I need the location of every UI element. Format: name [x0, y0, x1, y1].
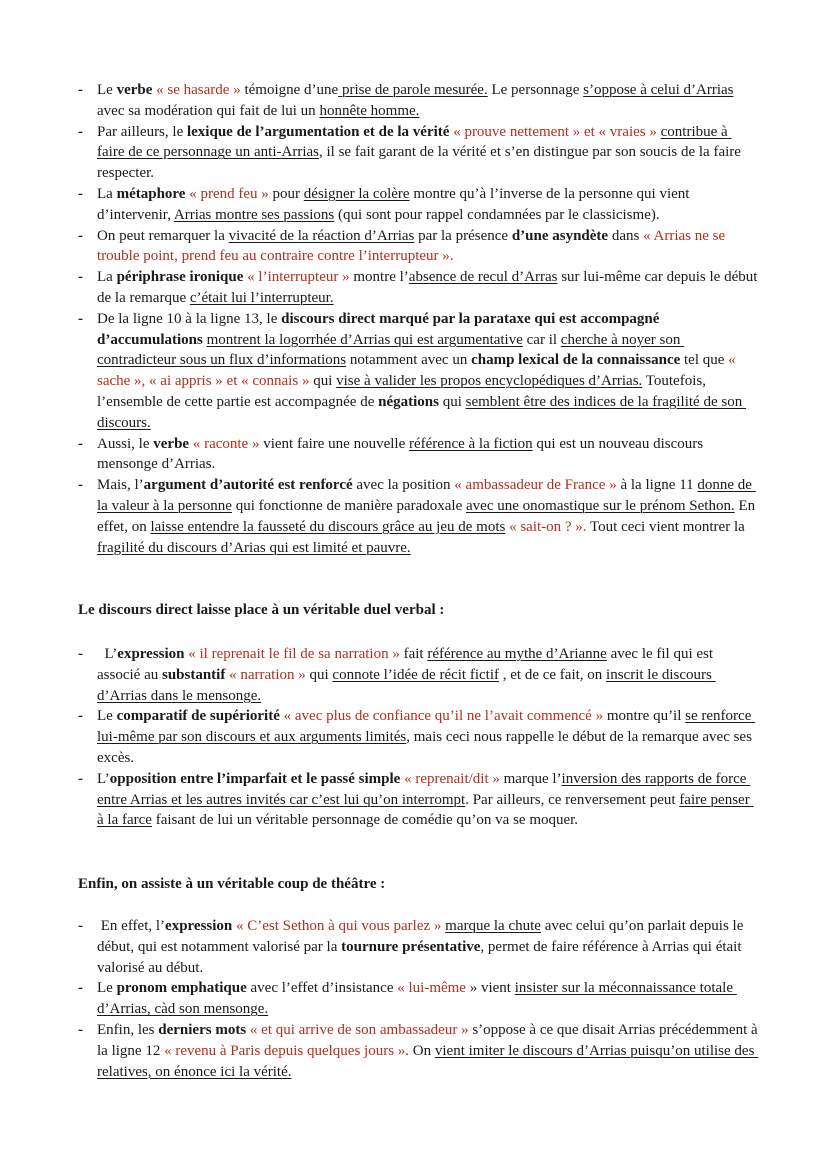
body-text: à la ligne 11 [616, 477, 698, 494]
bullet-item [0, 706, 828, 768]
bullet-dash: - [78, 477, 83, 494]
bullet-item [0, 184, 828, 226]
quote-text: « narration » [229, 666, 306, 683]
bullet-item [0, 475, 828, 558]
body-text: On [409, 1042, 435, 1059]
body-text: par la présence [414, 227, 512, 244]
body-text: avec le fil qui est associé au [97, 646, 717, 683]
quote-text: « prouve nettement » et « vraies » [453, 123, 657, 140]
body-text: De la ligne 10 à la ligne 13, le [97, 310, 282, 327]
key-term: expression [165, 918, 233, 934]
underlined-text: inversion des rapports de force entre Arrias et les autres invités car c’est lui qu’on interrompt [97, 770, 751, 808]
body-text: En effet, on [97, 497, 759, 535]
body-text: qui [438, 393, 466, 410]
bullet-dash: - [78, 708, 83, 725]
underlined-text: insister sur la méconnaissance totale d’Arrias, càd son mensonge. [97, 980, 737, 1018]
body-text: qui est un nouveau discours mensonge d’Arrias. [97, 435, 707, 473]
bullet-dash: - [78, 980, 83, 997]
underlined-text: prise de parole mesurée. [338, 82, 488, 98]
body-text: qui [305, 666, 333, 683]
body-text: montre l’ [349, 269, 409, 286]
body-text: avec l’effet d’insistance [246, 980, 398, 997]
body-text: montre qu’à l’inverse de la personne qui vient d’intervenir, [97, 185, 694, 223]
body-text: La [97, 185, 117, 202]
quote-text: « sait-on ? ». [509, 518, 587, 535]
key-term: opposition entre l’imparfait et le passé simple [109, 770, 401, 787]
body-text: pour [268, 185, 304, 202]
body-text: s’oppose à ce que disait Arrias précédemment à la ligne 12 [97, 1021, 762, 1059]
body-text: Le personnage [487, 82, 584, 98]
quote-text: « Arrias ne se trouble point, prend feu au contraire contre l’interrupteur ». [97, 227, 729, 265]
body-text: avec celui qu’on parlait depuis le début, qui est notamment valorisé par la [97, 918, 748, 955]
body-text: , mais ceci nous rappelle le début de la remarque avec ses excès. [97, 729, 756, 766]
body-text: car il [522, 331, 561, 348]
body-text: (qui sont pour rappel condamnées par le classicisme). [334, 206, 660, 223]
body-text: fait [399, 646, 428, 662]
bullet-item [0, 80, 828, 122]
quote-text: « se hasarde » [156, 82, 241, 98]
bullet-item [0, 309, 828, 434]
key-term: comparatif de supériorité [116, 708, 280, 725]
body-text: avec sa modération qui fait de lui un [97, 82, 738, 119]
bullet-dash: - [78, 310, 83, 327]
underlined-text: absence de recul d’Arras [408, 269, 558, 286]
body-text: sur lui-même car depuis le début de la remarque [97, 269, 762, 306]
bullet-dash: - [78, 82, 83, 98]
bullet-item [0, 226, 828, 268]
underlined-text: s’oppose à celui d’Arrias [583, 82, 734, 98]
underlined-text: montrent la logorrhée d’Arrias qui est argumentative [206, 331, 523, 348]
bullet-item [0, 122, 828, 184]
body-text: Enfin, les [97, 1021, 159, 1038]
key-term: pronom emphatique [116, 980, 247, 997]
underlined-text: honnête homme. [319, 102, 420, 119]
bullet-dash: - [78, 646, 83, 662]
body-text: , et de ce fait, on [499, 666, 607, 683]
bullet-dash: - [78, 227, 83, 244]
underlined-text: laisse entendre la fausseté du discours grâce au jeu de mots [150, 518, 506, 535]
key-term: négations [378, 393, 439, 410]
bullet-item [0, 1020, 828, 1082]
body-text: tel que [680, 352, 729, 369]
key-term: argument d’autorité est renforcé [143, 477, 353, 494]
body-text: Mais, l’ [97, 477, 144, 494]
bullet-item [0, 978, 828, 1020]
body-text: témoigne d’une [240, 82, 339, 98]
underlined-text: semblent être des indices de la fragilité de son discours. [97, 393, 746, 431]
bullet-dash: - [78, 123, 83, 140]
body-text: On peut remarquer la [97, 227, 229, 244]
bullet-item [0, 267, 828, 309]
underlined-text: cherche à noyer son contradicteur sous un flux d’informations [97, 331, 685, 369]
quote-text: « avec plus de confiance qu’il ne l’avait commencé » [283, 708, 604, 725]
underlined-text: contribue à faire de ce personnage un anti-Arrias [97, 123, 732, 161]
bullet-item [0, 769, 828, 831]
body-text: avec la position [352, 477, 455, 494]
quote-text: « l’interrupteur » [247, 269, 350, 286]
underlined-text: fragilité du discours d’Arias qui est limité et pauvre. [97, 539, 411, 556]
bullet-dash: - [78, 269, 83, 286]
key-term: tournure présentative [341, 938, 481, 955]
key-term: lexique de l’argumentation et de la vérité [186, 123, 450, 140]
section-analysis-intro [0, 80, 828, 558]
body-text: En effet, l’ [97, 918, 166, 934]
quote-text: « raconte » [192, 435, 260, 452]
section-coup-de-theatre [0, 916, 828, 1082]
section-heading-coup-de-theatre: Enfin, on assiste à un véritable coup de théâtre : [78, 876, 386, 892]
underlined-text: vise à valider les propos encyclopédiques d’Arrias. [336, 373, 643, 390]
body-text: marque l’ [499, 770, 562, 787]
body-text: montre qu’il [603, 708, 686, 725]
underlined-text: c’était lui l’interrupteur. [189, 289, 334, 306]
quote-text: « lui-même [397, 980, 466, 997]
body-text: Le [97, 980, 117, 997]
bullet-item [0, 434, 828, 476]
quote-text: « sache », « ai appris » et « connais » [97, 352, 740, 390]
quote-text: « reprenait/dit » [404, 770, 500, 787]
body-text: Toutefois, l’ensemble de cette partie est accompagnée de [97, 373, 710, 410]
body-text: Tout ceci vient montrer la [586, 518, 749, 535]
quote-text: « revenu à Paris depuis quelques jours ». [164, 1042, 410, 1059]
bullet-dash: - [78, 770, 83, 787]
quote-text: « ambassadeur de France » [454, 477, 617, 494]
bullet-dash: - [78, 1021, 83, 1038]
bullet-item [0, 916, 828, 978]
underlined-text: vivacité de la réaction d’Arrias [228, 227, 415, 244]
body-text: qui fonctionne de manière paradoxale [231, 497, 467, 514]
bullet-dash: - [78, 185, 83, 202]
section-duel-verbal [0, 644, 828, 831]
key-term: périphrase ironique [116, 269, 244, 286]
key-term: expression [117, 646, 185, 662]
key-term: d’une asyndète [511, 227, 609, 244]
underlined-text: connote l’idée de récit fictif [332, 666, 499, 683]
body-text: » vient [465, 980, 515, 997]
body-text: L’ [97, 770, 110, 787]
key-term: discours direct marqué par la parataxe qui est accompagné d’accumulations [97, 310, 664, 348]
underlined-text: inscrit le discours d’Arrias dans le mensonge. [97, 666, 716, 704]
body-text: , permet de faire référence à Arrias qui était valorisé au début. [97, 938, 746, 976]
underlined-text: désigner la colère [303, 185, 410, 202]
quote-text: « prend feu » [189, 185, 269, 202]
body-text: Aussi, le [97, 435, 154, 452]
underlined-text: avec une onomastique sur le prénom Sethon. [466, 497, 735, 514]
underlined-text: référence à la fiction [409, 435, 533, 452]
body-text: dans [608, 227, 644, 244]
section-heading-duel: Le discours direct laisse place à un véritable duel verbal : [78, 602, 445, 618]
underlined-text: référence au mythe d’Arianne [427, 646, 607, 662]
key-term: champ lexical de la connaissance [471, 352, 681, 369]
bullet-dash: - [78, 918, 83, 934]
underlined-text: faire penser à la farce [97, 791, 754, 829]
body-text: . Par ailleurs, ce renversement peut [465, 791, 680, 808]
quote-text: « il reprenait le fil de sa narration » [188, 646, 400, 662]
key-term: derniers mots [158, 1021, 247, 1038]
body-text: Par ailleurs, le [97, 123, 187, 140]
underlined-text: se renforce lui-même par son discours et aux arguments limités [97, 708, 756, 746]
bullet-dash: - [78, 435, 83, 452]
body-text: La [97, 269, 117, 286]
underlined-text: Arrias montre ses passions [173, 206, 335, 223]
quote-text: « C’est Sethon à qui vous parlez » [236, 918, 442, 934]
bullet-item [0, 644, 828, 706]
body-text: faisant de lui un véritable personnage de comédie qu’on va se moquer. [151, 812, 579, 829]
body-text: L’ [97, 646, 118, 662]
body-text: Le [97, 708, 117, 725]
key-term: substantif [161, 666, 226, 683]
quote-text: « et qui arrive de son ambassadeur » [249, 1021, 469, 1038]
underlined-text: donne de la valeur à la personne [97, 477, 756, 514]
key-term: métaphore [116, 185, 186, 202]
body-text: vient faire une nouvelle [259, 435, 409, 452]
key-term: verbe [116, 82, 153, 98]
key-term: verbe [153, 435, 190, 452]
underlined-text: marque la chute [445, 918, 541, 934]
underlined-text: vient imiter le discours d’Arrias puisqu’on utilise des relatives, on énonce ici la vérité. [97, 1042, 759, 1080]
body-text: notamment avec un [346, 352, 472, 369]
body-text: qui [309, 373, 337, 390]
body-text: , il se fait garant de la vérité et s’en distingue par son soucis de la faire respecter. [97, 144, 745, 182]
body-text: Le [97, 82, 117, 98]
